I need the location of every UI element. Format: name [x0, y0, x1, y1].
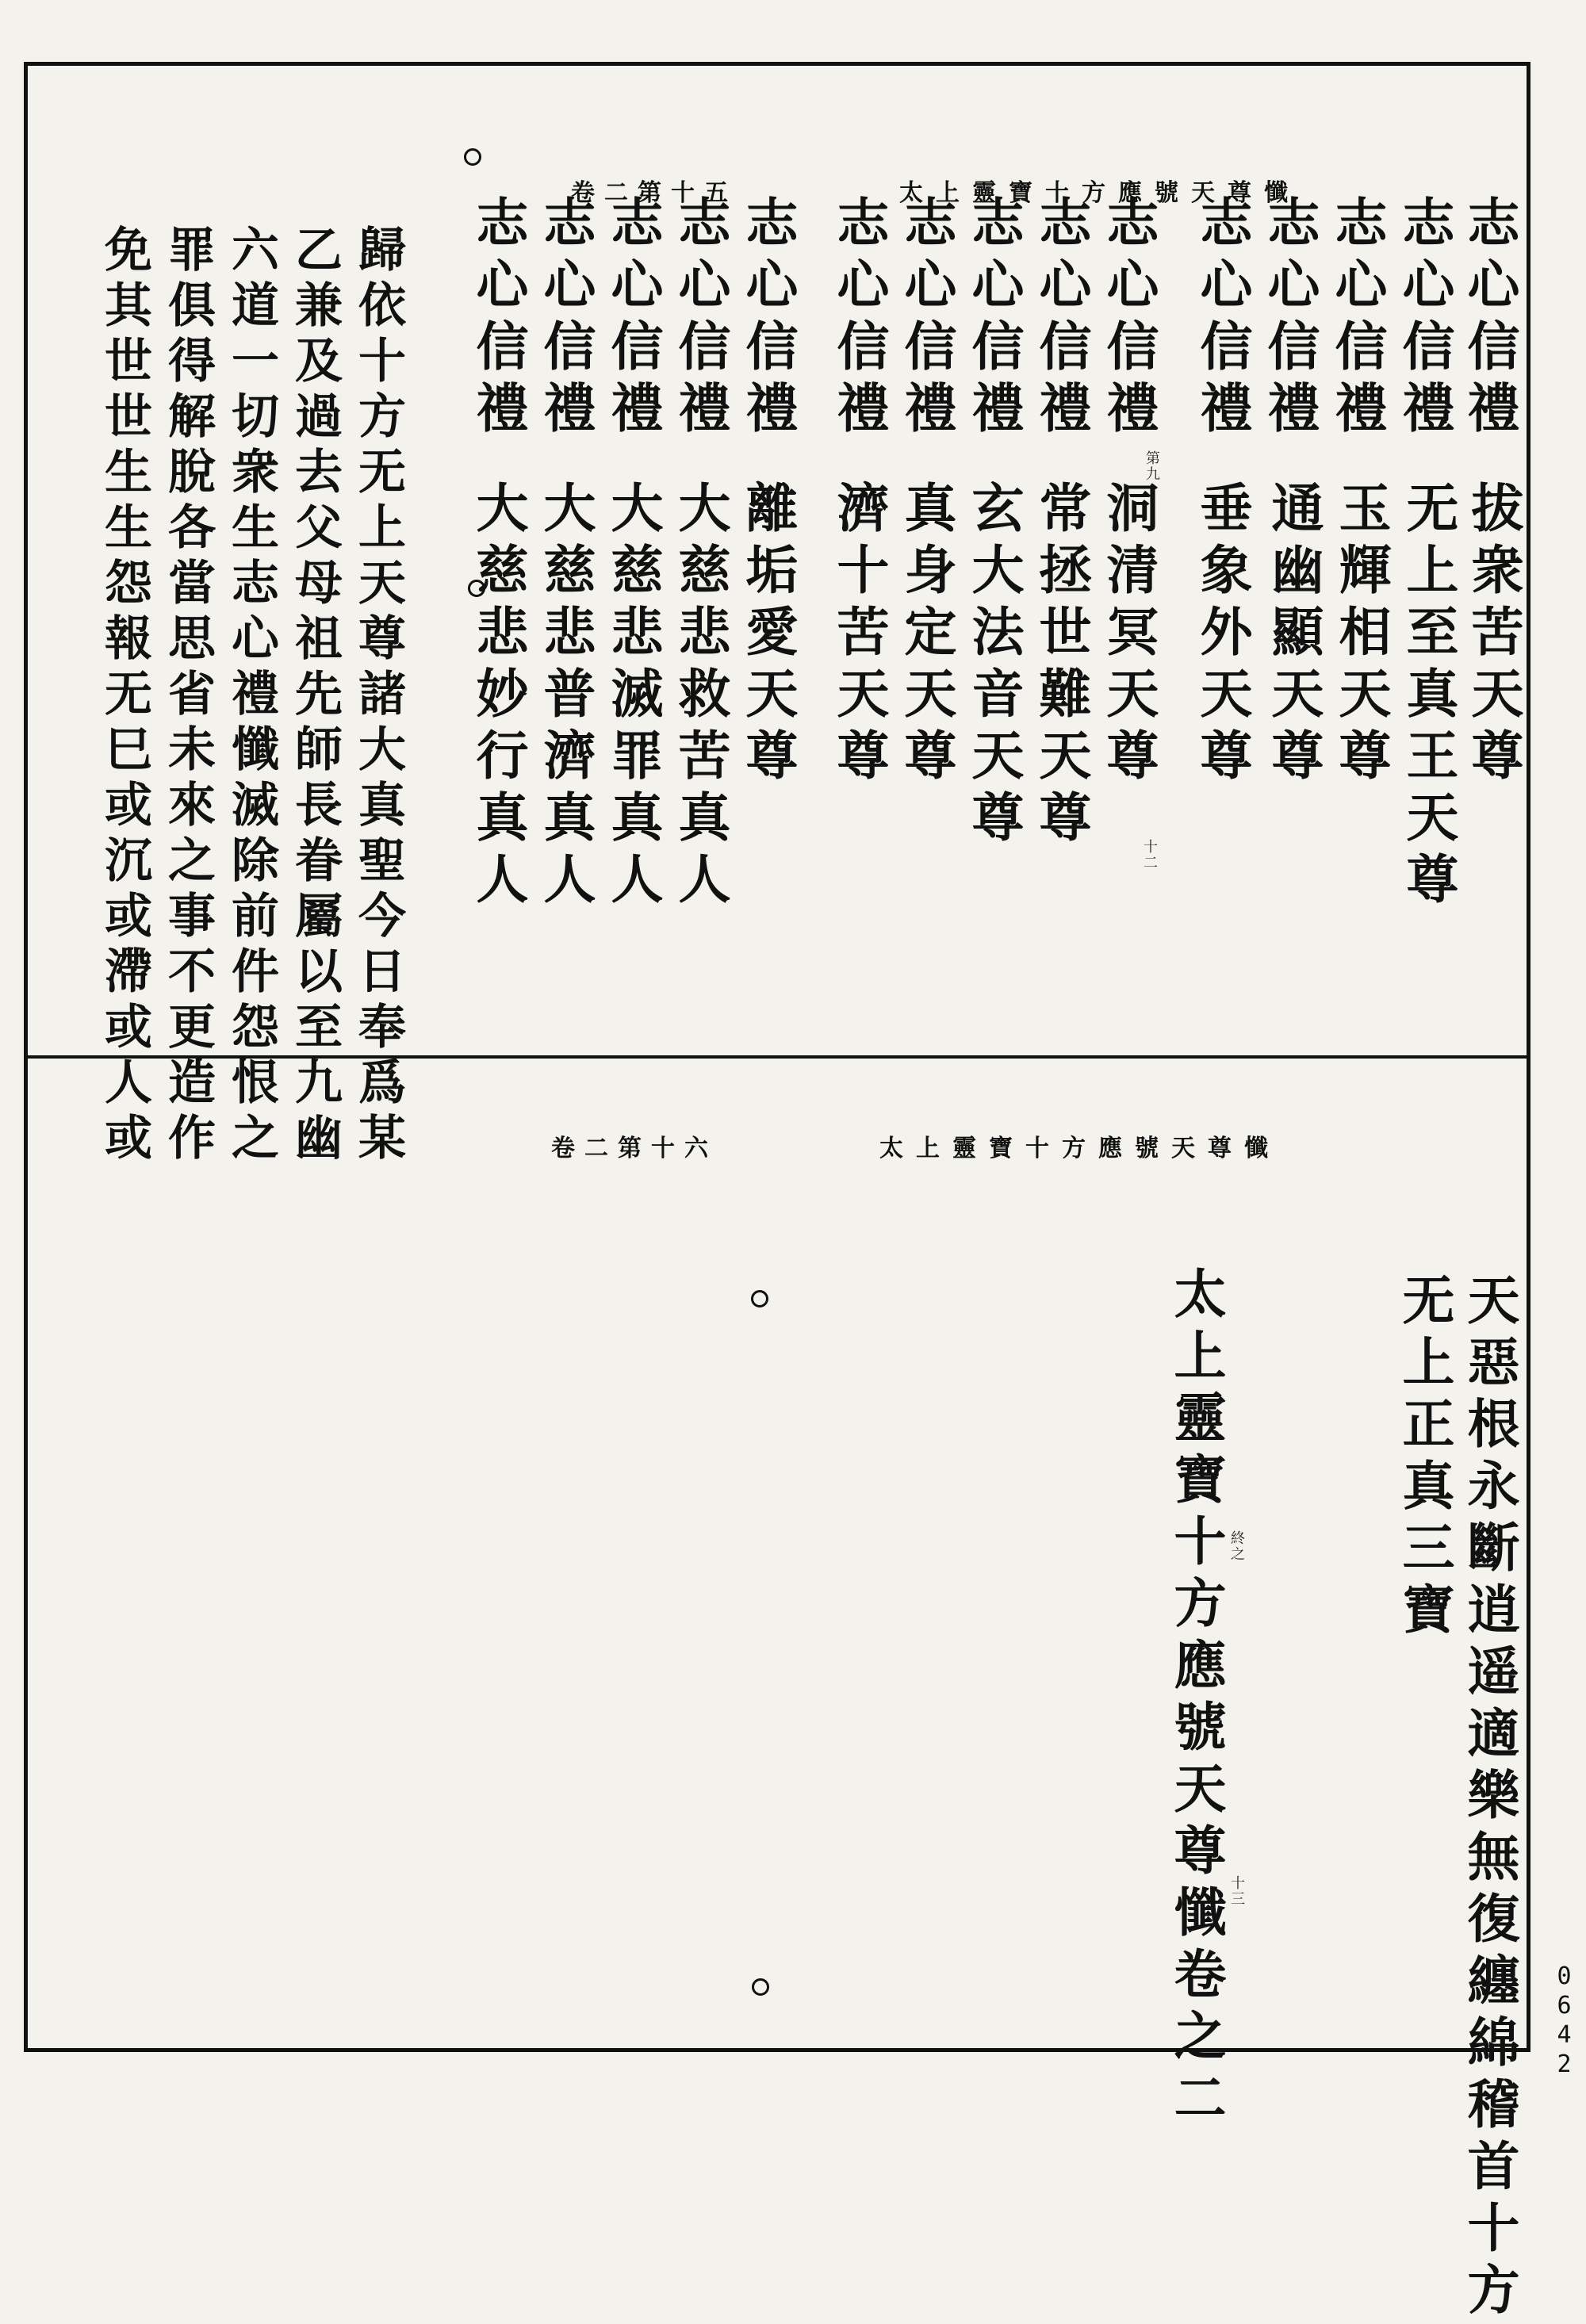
- column-14-head: 志心信禮: [534, 195, 596, 442]
- closing-line-1: 天惡根永斷逍遥適樂無復纏綿稽首十方: [1458, 1273, 1520, 2324]
- column-4-tail: 通幽顯天尊: [1262, 480, 1324, 790]
- column-11-tail: 離垢愛天尊: [737, 480, 799, 790]
- column-6-head: 志心信禮: [1098, 195, 1159, 442]
- column-13-tail: 大慈悲滅罪真人: [602, 480, 664, 913]
- binding-hole-top: [751, 1290, 768, 1307]
- annotation-thirteen: 十三: [1228, 1875, 1245, 1907]
- header-volume: 卷二第十六: [551, 1135, 718, 1162]
- scroll-end-title: 太上靈寶十方應號天尊懺卷之二: [1165, 1266, 1227, 2132]
- column-5-tail: 垂象外天尊: [1191, 480, 1253, 790]
- column-9-head: 志心信禮: [895, 195, 957, 442]
- scan-sheet: [24, 62, 1530, 2324]
- page-number: 0642: [1550, 1962, 1578, 2080]
- column-8-head: 志心信禮: [963, 195, 1025, 442]
- column-2-head: 志心信禮: [1393, 195, 1455, 442]
- binding-hole-top: [464, 148, 481, 166]
- column-15-tail: 大慈悲妙行真人: [467, 480, 529, 913]
- column-4-head: 志心信禮: [1258, 195, 1320, 442]
- column-10-head: 志心信禮: [828, 195, 890, 442]
- column-3-tail: 玉輝相天尊: [1330, 480, 1392, 790]
- column-12-tail: 大慈悲救苦真人: [669, 480, 731, 913]
- column-12-head: 志心信禮: [669, 195, 731, 442]
- prose-line-4: 罪俱得解脫各當思省未來之事不更造作: [160, 224, 216, 1168]
- column-6-tail: 洞清冥天尊: [1098, 480, 1159, 790]
- column-15-head: 志心信禮: [467, 195, 529, 442]
- prose-line-3: 六道一切衆生志心禮懺滅除前件怨恨之: [224, 224, 279, 1168]
- prose-line-1: 歸依十方无上天尊諸大真聖今日奉爲某: [351, 224, 406, 1168]
- page-header: [551, 1128, 1281, 1163]
- column-7-head: 志心信禮: [1030, 195, 1092, 442]
- header-title: 太上靈寶十方應號天尊懺: [879, 1135, 1281, 1162]
- column-3-head: 志心信禮: [1326, 195, 1388, 442]
- column-13-head: 志心信禮: [602, 195, 664, 442]
- prose-line-5: 免其世世生生怨報无巳或沉或滯或人或: [97, 224, 152, 1168]
- column-1-head: 志心信禮: [1458, 195, 1520, 442]
- header-title: 太上靈寶十方應號天尊懺: [899, 179, 1301, 207]
- binding-hole-bottom: [752, 1978, 769, 1996]
- column-11-head: 志心信禮: [737, 195, 799, 442]
- prose-line-2: 乙兼及過去父母祖先師長眷屬以至九幽: [287, 224, 343, 1168]
- annotation-nine: 第九: [1144, 450, 1160, 482]
- column-7-tail: 常拯世難天尊: [1030, 480, 1092, 852]
- column-8-tail: 玄大法音天尊: [963, 480, 1025, 852]
- header-volume: 卷二第十五: [571, 179, 737, 207]
- page-16: [28, 1059, 1527, 2324]
- column-9-tail: 真身定天尊: [895, 480, 957, 790]
- column-5-head: 志心信禮: [1191, 195, 1253, 442]
- column-14-tail: 大慈悲普濟真人: [534, 480, 596, 913]
- column-1-tail: 拔衆苦天尊: [1462, 480, 1524, 790]
- closing-line-2: 无上正真三寶: [1393, 1273, 1455, 1644]
- column-2-tail: 无上至真王天尊: [1397, 480, 1459, 913]
- annotation-twelve: 十二: [1141, 839, 1158, 871]
- column-10-tail: 濟十苦天尊: [828, 480, 890, 790]
- annotation-end-mark: 終之: [1228, 1530, 1245, 1562]
